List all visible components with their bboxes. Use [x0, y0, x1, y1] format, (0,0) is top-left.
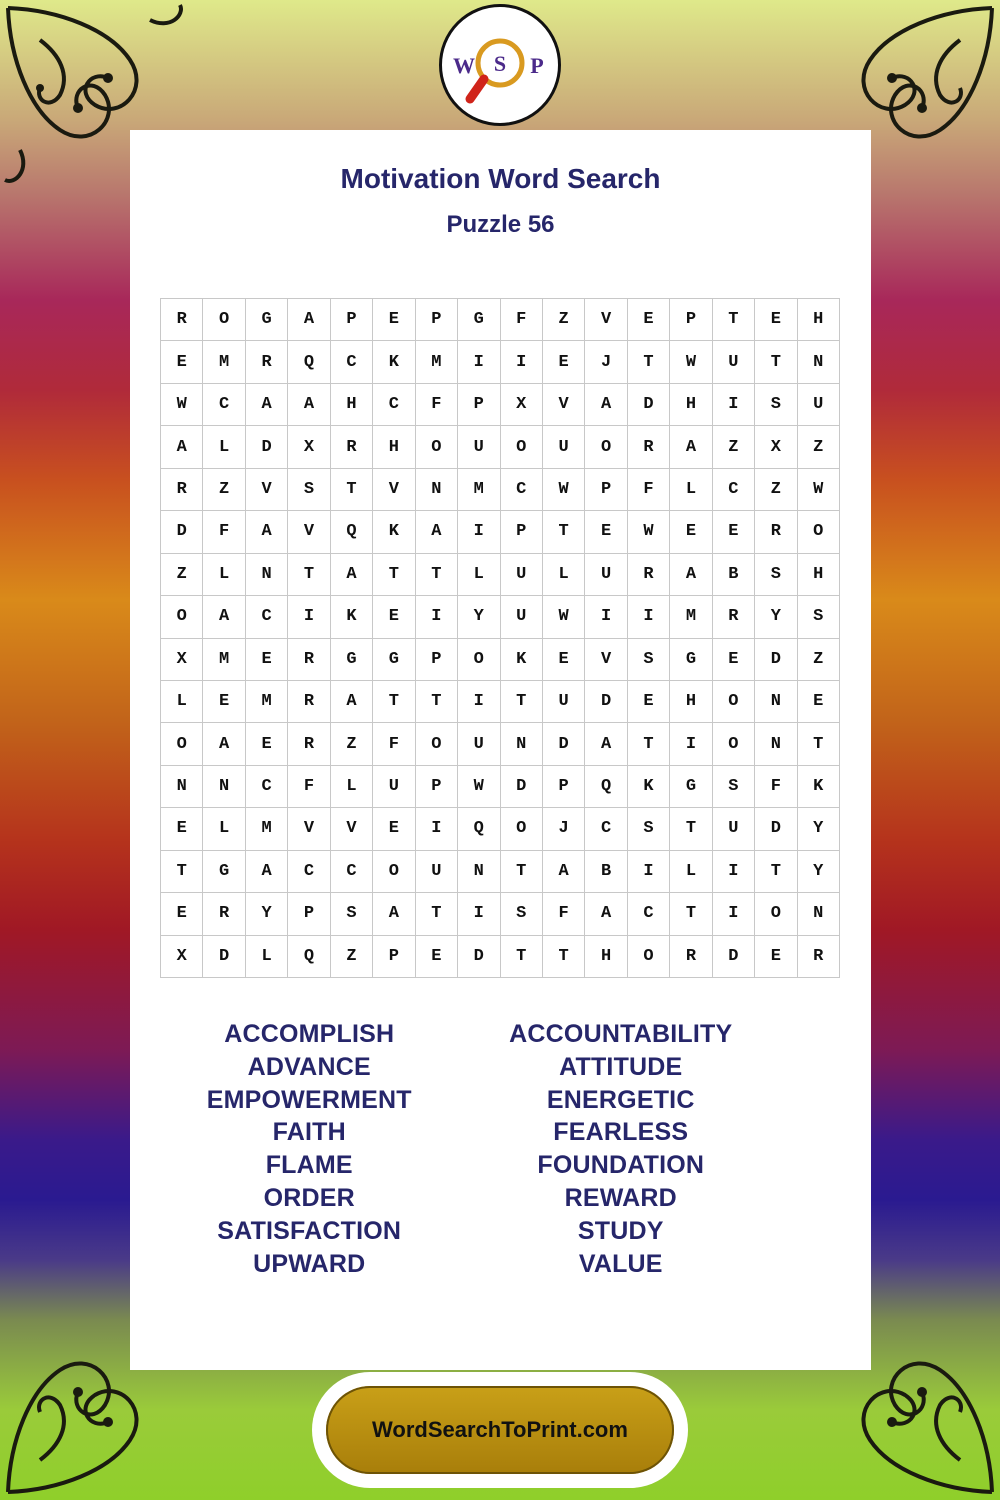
grid-cell[interactable]: S: [713, 766, 755, 808]
grid-cell[interactable]: D: [713, 936, 755, 978]
grid-cell[interactable]: S: [501, 893, 543, 935]
grid-cell[interactable]: E: [670, 511, 712, 553]
word-item: ACCOUNTABILITY: [509, 1020, 733, 1048]
grid-cell[interactable]: S: [288, 469, 330, 511]
grid-cell[interactable]: N: [416, 469, 458, 511]
grid-cell[interactable]: L: [203, 554, 245, 596]
grid-cell[interactable]: G: [246, 299, 288, 341]
grid-cell[interactable]: L: [246, 936, 288, 978]
grid-cell[interactable]: A: [543, 851, 585, 893]
grid-cell[interactable]: N: [755, 681, 797, 723]
word-item: EMPOWERMENT: [206, 1085, 412, 1114]
grid-cell[interactable]: H: [585, 936, 627, 978]
grid-cell[interactable]: Q: [288, 936, 330, 978]
grid-cell[interactable]: L: [543, 554, 585, 596]
grid-cell[interactable]: Y: [798, 851, 840, 893]
grid-cell[interactable]: K: [331, 596, 373, 638]
grid-cell[interactable]: U: [501, 554, 543, 596]
grid-cell[interactable]: I: [458, 893, 500, 935]
grid-cell[interactable]: T: [501, 681, 543, 723]
grid-cell[interactable]: X: [161, 936, 203, 978]
grid-cell[interactable]: C: [288, 851, 330, 893]
grid-cell[interactable]: R: [628, 426, 670, 468]
word-item: SATISFACTION: [217, 1216, 402, 1245]
grid-cell[interactable]: E: [203, 681, 245, 723]
grid-cell[interactable]: C: [203, 384, 245, 426]
grid-cell[interactable]: E: [161, 341, 203, 383]
grid-cell[interactable]: O: [161, 723, 203, 765]
grid-cell[interactable]: A: [585, 723, 627, 765]
grid-cell[interactable]: R: [246, 341, 288, 383]
grid-cell[interactable]: S: [798, 596, 840, 638]
grid-cell[interactable]: A: [288, 299, 330, 341]
grid-cell[interactable]: M: [203, 639, 245, 681]
grid-cell[interactable]: A: [246, 851, 288, 893]
grid-cell[interactable]: E: [755, 936, 797, 978]
grid-cell[interactable]: G: [331, 639, 373, 681]
grid-cell[interactable]: U: [798, 384, 840, 426]
grid-cell[interactable]: P: [331, 299, 373, 341]
grid-cell[interactable]: G: [670, 639, 712, 681]
grid-cell[interactable]: W: [458, 766, 500, 808]
word-item: ORDER: [263, 1183, 355, 1212]
grid-cell[interactable]: E: [713, 639, 755, 681]
grid-cell[interactable]: E: [543, 341, 585, 383]
grid-cell[interactable]: A: [670, 426, 712, 468]
grid-cell[interactable]: T: [628, 341, 670, 383]
grid-cell[interactable]: E: [755, 299, 797, 341]
grid-cell[interactable]: T: [755, 341, 797, 383]
grid-cell[interactable]: N: [458, 851, 500, 893]
grid-cell[interactable]: C: [331, 341, 373, 383]
grid-cell[interactable]: Y: [798, 808, 840, 850]
grid-cell[interactable]: V: [585, 639, 627, 681]
grid-cell[interactable]: A: [203, 596, 245, 638]
grid-cell[interactable]: D: [585, 681, 627, 723]
grid-cell[interactable]: H: [331, 384, 373, 426]
grid-cell[interactable]: O: [373, 851, 415, 893]
grid-cell[interactable]: R: [331, 426, 373, 468]
grid-cell[interactable]: K: [373, 511, 415, 553]
grid-cell[interactable]: R: [713, 596, 755, 638]
grid-cell[interactable]: D: [246, 426, 288, 468]
grid-cell[interactable]: U: [713, 341, 755, 383]
grid-cell[interactable]: M: [246, 808, 288, 850]
grid-cell[interactable]: I: [585, 596, 627, 638]
word-item: ENERGETIC: [546, 1085, 695, 1114]
grid-cell[interactable]: D: [501, 766, 543, 808]
grid-cell[interactable]: T: [416, 681, 458, 723]
grid-cell[interactable]: P: [543, 766, 585, 808]
grid-cell[interactable]: A: [331, 681, 373, 723]
grid-cell[interactable]: A: [288, 384, 330, 426]
grid-cell[interactable]: I: [416, 808, 458, 850]
grid-cell[interactable]: P: [416, 766, 458, 808]
grid-cell[interactable]: F: [543, 893, 585, 935]
grid-cell[interactable]: I: [670, 723, 712, 765]
grid-cell[interactable]: R: [161, 469, 203, 511]
grid-cell[interactable]: A: [161, 426, 203, 468]
grid-cell[interactable]: A: [203, 723, 245, 765]
grid-cell[interactable]: W: [161, 384, 203, 426]
word-item: STUDY: [577, 1216, 664, 1245]
grid-cell[interactable]: N: [161, 766, 203, 808]
grid-cell[interactable]: X: [288, 426, 330, 468]
grid-cell[interactable]: G: [373, 639, 415, 681]
grid-cell[interactable]: G: [458, 299, 500, 341]
grid-cell[interactable]: O: [755, 893, 797, 935]
grid-cell[interactable]: V: [543, 384, 585, 426]
grid-cell[interactable]: N: [246, 554, 288, 596]
grid-cell[interactable]: Z: [543, 299, 585, 341]
grid-cell[interactable]: T: [373, 681, 415, 723]
grid-cell[interactable]: L: [203, 426, 245, 468]
grid-cell[interactable]: F: [755, 766, 797, 808]
word-item: FLAME: [265, 1151, 353, 1180]
grid-cell[interactable]: E: [246, 723, 288, 765]
word-item: VALUE: [578, 1249, 663, 1278]
grid-cell[interactable]: Z: [713, 426, 755, 468]
grid-cell[interactable]: T: [501, 936, 543, 978]
grid-cell[interactable]: I: [628, 596, 670, 638]
grid-cell[interactable]: Q: [331, 511, 373, 553]
grid-cell[interactable]: O: [628, 936, 670, 978]
grid-cell[interactable]: A: [246, 511, 288, 553]
grid-cell[interactable]: I: [288, 596, 330, 638]
grid-cell[interactable]: E: [246, 639, 288, 681]
logo-letter-w: W: [453, 53, 475, 78]
word-list-right: [436, 1018, 807, 1280]
grid-cell[interactable]: Y: [246, 893, 288, 935]
grid-cell[interactable]: X: [161, 639, 203, 681]
grid-cell[interactable]: E: [628, 681, 670, 723]
grid-cell[interactable]: T: [288, 554, 330, 596]
grid-cell[interactable]: M: [670, 596, 712, 638]
grid-cell[interactable]: R: [670, 936, 712, 978]
grid-cell[interactable]: P: [585, 469, 627, 511]
grid-cell[interactable]: I: [416, 596, 458, 638]
grid-cell[interactable]: I: [713, 851, 755, 893]
grid-cell[interactable]: T: [628, 723, 670, 765]
grid-cell[interactable]: P: [373, 936, 415, 978]
site-link[interactable]: WordSearchToPrint.com: [326, 1386, 674, 1474]
grid-cell[interactable]: P: [670, 299, 712, 341]
grid-cell[interactable]: T: [755, 851, 797, 893]
grid-cell[interactable]: E: [373, 596, 415, 638]
grid-cell[interactable]: Y: [755, 596, 797, 638]
grid-cell[interactable]: H: [373, 426, 415, 468]
grid-cell[interactable]: A: [670, 554, 712, 596]
grid-cell[interactable]: U: [543, 681, 585, 723]
grid-cell[interactable]: L: [670, 469, 712, 511]
grid-cell[interactable]: D: [203, 936, 245, 978]
wsp-logo[interactable]: [439, 4, 561, 126]
page-title: Motivation Word Search: [340, 163, 661, 194]
grid-cell[interactable]: R: [755, 511, 797, 553]
grid-cell[interactable]: D: [543, 723, 585, 765]
grid-cell[interactable]: J: [585, 341, 627, 383]
grid-cell[interactable]: A: [585, 893, 627, 935]
grid-cell[interactable]: Q: [585, 766, 627, 808]
site-badge: [312, 1372, 688, 1488]
grid-cell[interactable]: R: [288, 639, 330, 681]
grid-cell[interactable]: I: [628, 851, 670, 893]
grid-cell[interactable]: U: [585, 554, 627, 596]
grid-cell[interactable]: Z: [203, 469, 245, 511]
grid-cell[interactable]: X: [501, 384, 543, 426]
grid-cell[interactable]: F: [288, 766, 330, 808]
grid-cell[interactable]: V: [585, 299, 627, 341]
grid-cell[interactable]: C: [501, 469, 543, 511]
grid-cell[interactable]: U: [543, 426, 585, 468]
grid-cell[interactable]: W: [543, 596, 585, 638]
grid-cell[interactable]: O: [161, 596, 203, 638]
grid-cell[interactable]: S: [628, 808, 670, 850]
grid-cell[interactable]: B: [713, 554, 755, 596]
grid-cell[interactable]: M: [458, 469, 500, 511]
grid-cell[interactable]: O: [458, 639, 500, 681]
puzzle-card: [130, 130, 871, 1370]
puzzle-number: Puzzle 56: [446, 211, 555, 238]
grid-cell[interactable]: E: [543, 639, 585, 681]
grid-cell[interactable]: L: [203, 808, 245, 850]
word-item: REWARD: [564, 1183, 677, 1212]
logo-letter-s: S: [493, 51, 507, 76]
logo-letter-p: P: [530, 53, 544, 78]
grid-cell[interactable]: D: [755, 808, 797, 850]
grid-cell[interactable]: V: [288, 511, 330, 553]
word-item: FAITH: [272, 1118, 346, 1147]
grid-cell[interactable]: N: [798, 893, 840, 935]
grid-cell[interactable]: Q: [458, 808, 500, 850]
grid-cell[interactable]: R: [628, 554, 670, 596]
grid-cell[interactable]: O: [501, 426, 543, 468]
grid-cell[interactable]: E: [798, 681, 840, 723]
grid-cell[interactable]: E: [373, 299, 415, 341]
grid-cell[interactable]: P: [458, 384, 500, 426]
grid-cell[interactable]: S: [628, 639, 670, 681]
grid-cell[interactable]: U: [458, 426, 500, 468]
grid-cell[interactable]: P: [288, 893, 330, 935]
grid-cell[interactable]: N: [203, 766, 245, 808]
grid-cell[interactable]: O: [585, 426, 627, 468]
grid-cell[interactable]: E: [373, 808, 415, 850]
word-item: ACCOMPLISH: [224, 1020, 395, 1048]
word-item: UPWARD: [253, 1249, 366, 1278]
grid-cell[interactable]: I: [713, 384, 755, 426]
grid-cell[interactable]: C: [373, 384, 415, 426]
grid-cell[interactable]: E: [416, 936, 458, 978]
grid-cell[interactable]: T: [501, 851, 543, 893]
grid-cell[interactable]: S: [755, 554, 797, 596]
grid-cell[interactable]: L: [331, 766, 373, 808]
word-item: FOUNDATION: [537, 1151, 705, 1180]
grid-cell[interactable]: O: [501, 808, 543, 850]
grid-cell[interactable]: U: [713, 808, 755, 850]
grid-cell[interactable]: R: [288, 681, 330, 723]
grid-cell[interactable]: G: [670, 766, 712, 808]
grid-cell[interactable]: Q: [288, 341, 330, 383]
grid-cell[interactable]: P: [416, 639, 458, 681]
grid-cell[interactable]: D: [628, 384, 670, 426]
grid-cell[interactable]: E: [713, 511, 755, 553]
grid-cell[interactable]: T: [161, 851, 203, 893]
grid-cell[interactable]: V: [331, 808, 373, 850]
grid-cell[interactable]: T: [331, 469, 373, 511]
grid-cell[interactable]: L: [458, 554, 500, 596]
grid-cell[interactable]: S: [755, 384, 797, 426]
grid-cell[interactable]: Z: [331, 936, 373, 978]
grid-cell[interactable]: T: [416, 554, 458, 596]
grid-cell[interactable]: F: [501, 299, 543, 341]
grid-cell[interactable]: T: [798, 723, 840, 765]
grid-cell[interactable]: M: [416, 341, 458, 383]
grid-cell[interactable]: O: [713, 723, 755, 765]
grid-cell[interactable]: C: [246, 766, 288, 808]
grid-cell[interactable]: P: [416, 299, 458, 341]
grid-cell[interactable]: U: [458, 723, 500, 765]
grid-cell[interactable]: M: [203, 341, 245, 383]
grid-cell[interactable]: B: [585, 851, 627, 893]
grid-cell[interactable]: T: [670, 893, 712, 935]
grid-cell[interactable]: I: [713, 893, 755, 935]
grid-cell[interactable]: K: [798, 766, 840, 808]
grid-cell[interactable]: A: [373, 893, 415, 935]
grid-cell[interactable]: H: [670, 681, 712, 723]
grid-cell[interactable]: Z: [798, 426, 840, 468]
grid-cell[interactable]: L: [161, 681, 203, 723]
word-list: [130, 1018, 871, 1280]
grid-cell[interactable]: E: [161, 893, 203, 935]
grid-cell[interactable]: Y: [458, 596, 500, 638]
grid-cell[interactable]: J: [543, 808, 585, 850]
grid-cell[interactable]: T: [670, 808, 712, 850]
grid-cell[interactable]: R: [288, 723, 330, 765]
grid-cell[interactable]: W: [798, 469, 840, 511]
grid-cell[interactable]: E: [161, 808, 203, 850]
grid-cell[interactable]: W: [628, 511, 670, 553]
grid-cell[interactable]: O: [798, 511, 840, 553]
grid-cell[interactable]: T: [713, 299, 755, 341]
grid-cell[interactable]: H: [798, 299, 840, 341]
grid-cell[interactable]: I: [458, 511, 500, 553]
grid-cell[interactable]: E: [585, 511, 627, 553]
grid-cell[interactable]: A: [416, 511, 458, 553]
grid-cell[interactable]: Z: [331, 723, 373, 765]
grid-cell[interactable]: O: [203, 299, 245, 341]
grid-cell[interactable]: N: [798, 341, 840, 383]
grid-cell[interactable]: T: [543, 936, 585, 978]
grid-cell[interactable]: O: [416, 426, 458, 468]
word-item: ATTITUDE: [559, 1052, 683, 1081]
word-item: ADVANCE: [247, 1052, 371, 1081]
grid-cell[interactable]: I: [501, 341, 543, 383]
grid-cell[interactable]: O: [416, 723, 458, 765]
grid-cell[interactable]: A: [246, 384, 288, 426]
grid-cell[interactable]: F: [628, 469, 670, 511]
grid-cell[interactable]: A: [585, 384, 627, 426]
grid-cell[interactable]: I: [458, 681, 500, 723]
grid-cell[interactable]: C: [585, 808, 627, 850]
grid-cell[interactable]: D: [161, 511, 203, 553]
grid-cell[interactable]: U: [373, 766, 415, 808]
grid-cell[interactable]: R: [161, 299, 203, 341]
grid-cell[interactable]: K: [373, 341, 415, 383]
grid-cell[interactable]: K: [501, 639, 543, 681]
grid-cell[interactable]: U: [501, 596, 543, 638]
grid-cell[interactable]: V: [246, 469, 288, 511]
grid-cell[interactable]: L: [670, 851, 712, 893]
grid-cell[interactable]: C: [713, 469, 755, 511]
grid-cell[interactable]: I: [458, 341, 500, 383]
grid-cell[interactable]: M: [246, 681, 288, 723]
grid-cell[interactable]: K: [628, 766, 670, 808]
grid-cell[interactable]: V: [288, 808, 330, 850]
grid-cell[interactable]: H: [798, 554, 840, 596]
grid-cell[interactable]: F: [416, 384, 458, 426]
grid-cell[interactable]: A: [331, 554, 373, 596]
grid-cell[interactable]: R: [203, 893, 245, 935]
grid-cell[interactable]: T: [373, 554, 415, 596]
grid-cell[interactable]: S: [331, 893, 373, 935]
grid-cell[interactable]: N: [755, 723, 797, 765]
grid-cell[interactable]: W: [543, 469, 585, 511]
grid-cell[interactable]: H: [670, 384, 712, 426]
grid-cell[interactable]: C: [331, 851, 373, 893]
grid-cell[interactable]: E: [628, 299, 670, 341]
grid-cell[interactable]: Z: [798, 639, 840, 681]
grid-cell[interactable]: T: [543, 511, 585, 553]
grid-cell[interactable]: O: [713, 681, 755, 723]
grid-cell[interactable]: F: [373, 723, 415, 765]
grid-cell[interactable]: D: [755, 639, 797, 681]
letter-grid: [160, 298, 840, 978]
grid-cell[interactable]: C: [246, 596, 288, 638]
grid-cell[interactable]: T: [416, 893, 458, 935]
grid-cell[interactable]: P: [501, 511, 543, 553]
grid-cell[interactable]: G: [203, 851, 245, 893]
grid-cell[interactable]: V: [373, 469, 415, 511]
grid-cell[interactable]: Z: [161, 554, 203, 596]
grid-cell[interactable]: U: [416, 851, 458, 893]
grid-cell[interactable]: W: [670, 341, 712, 383]
word-item: FEARLESS: [553, 1118, 689, 1147]
grid-cell[interactable]: D: [458, 936, 500, 978]
grid-cell[interactable]: Z: [755, 469, 797, 511]
grid-cell[interactable]: N: [501, 723, 543, 765]
grid-cell[interactable]: R: [798, 936, 840, 978]
grid-cell[interactable]: X: [755, 426, 797, 468]
grid-cell[interactable]: F: [203, 511, 245, 553]
grid-cell[interactable]: C: [628, 893, 670, 935]
